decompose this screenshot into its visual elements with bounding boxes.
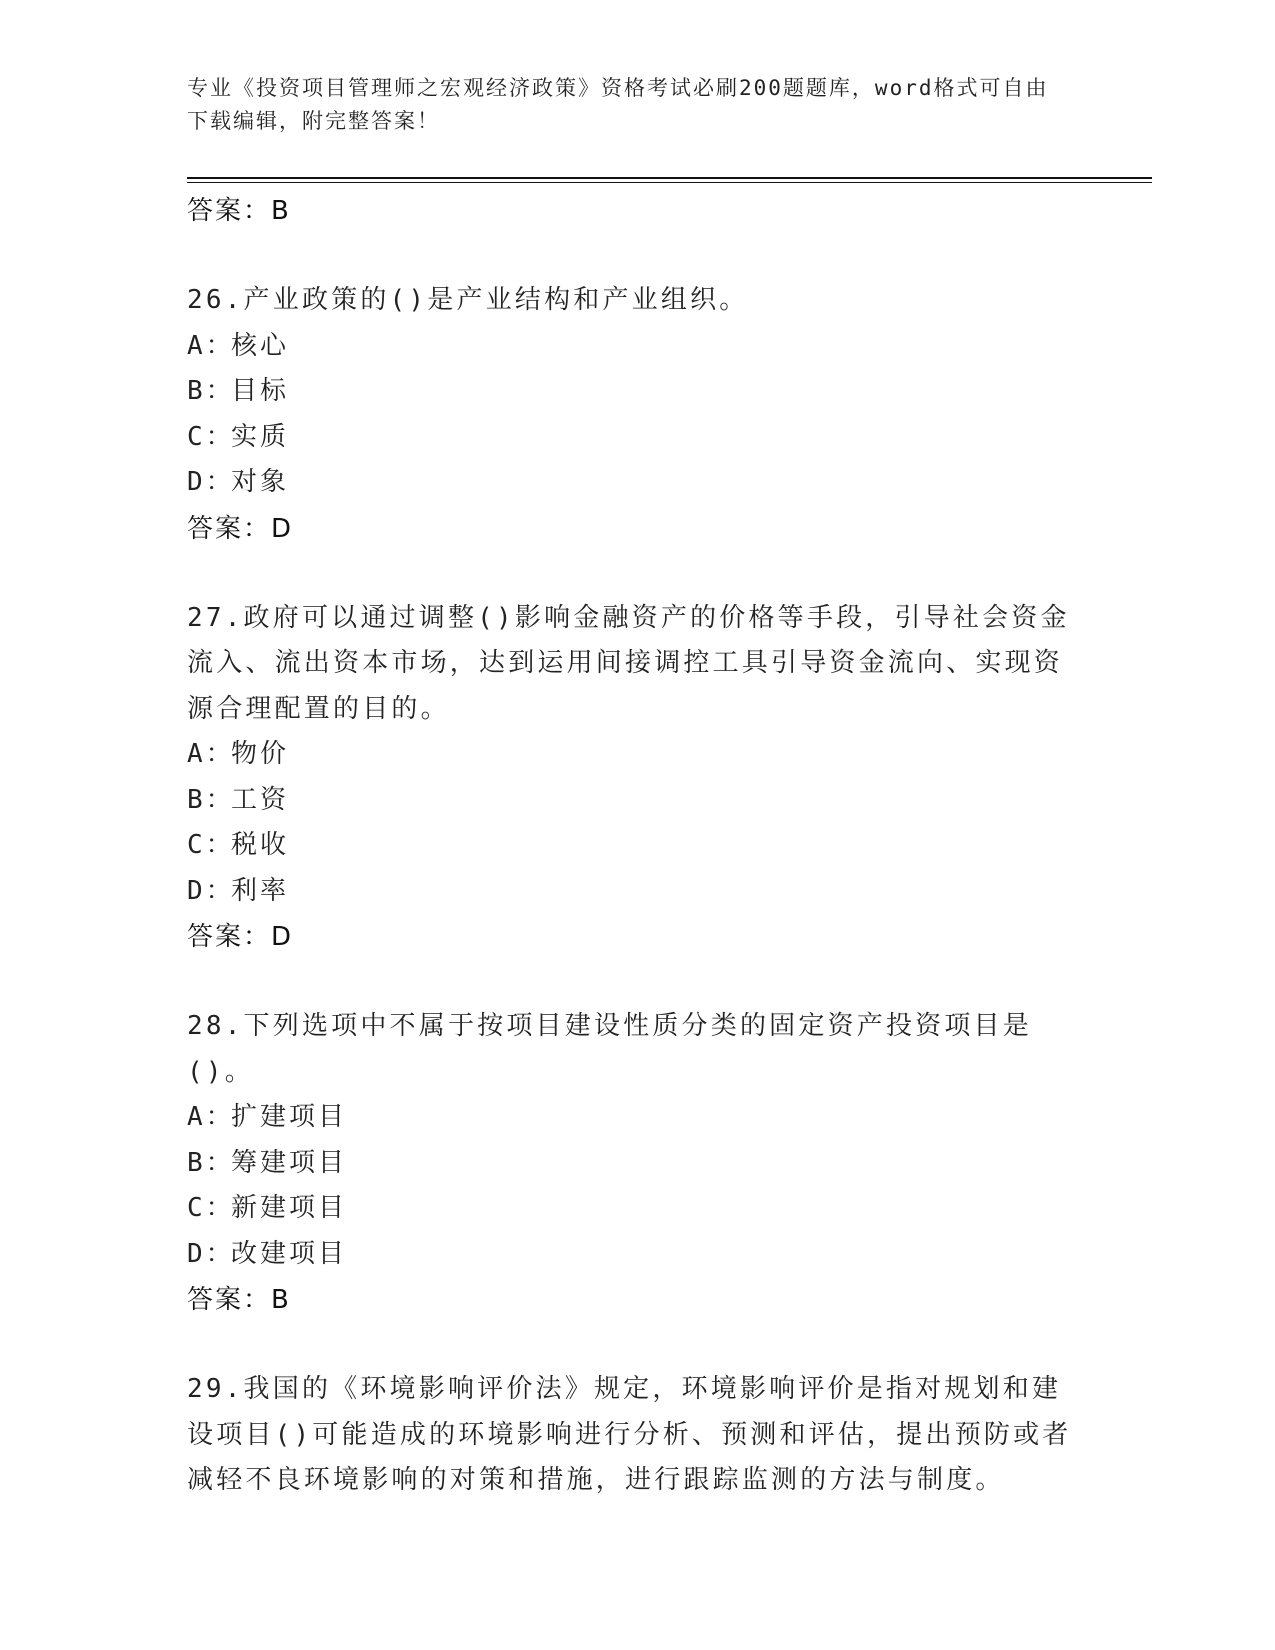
question-stem: 29.我国的《环境影响评价法》规定，环境影响评价是指对规划和建设项目()可能造成的环境影响进行分析、预测和评估，提出预防或者减轻不良环境影响的对策和措施，进行跟踪监测的方法与制度。	[187, 1374, 1072, 1495]
answer-value: D	[271, 513, 293, 544]
answer-value: B	[271, 196, 290, 226]
option-b	[187, 369, 1087, 415]
answer-line	[187, 506, 1087, 552]
option-key: C：	[187, 830, 235, 860]
answer-label: 答案：	[187, 922, 272, 952]
option-text: 对象	[231, 467, 290, 497]
question-stem: 27.政府可以通过调整()影响金融资产的价格等手段，引导社会资金流入、流出资本市场，达到运用间接调控工具引导资金流向、实现资源合理配置的目的。	[187, 602, 1070, 724]
option-key: A：	[187, 330, 235, 361]
question-block	[187, 596, 1087, 961]
option-b	[187, 778, 1087, 824]
option-key: D：	[187, 1238, 235, 1269]
option-d	[187, 869, 1087, 915]
option-text: 筹建项目	[231, 1147, 348, 1178]
question-block	[187, 1004, 1087, 1323]
option-text: 利率	[231, 875, 290, 906]
option-c	[187, 823, 1087, 869]
option-key: B：	[187, 376, 235, 406]
header-divider-thick	[187, 177, 1152, 179]
option-text: 工资	[231, 784, 290, 815]
option-d	[187, 1232, 1087, 1278]
option-key: C：	[187, 1193, 235, 1223]
option-c	[187, 415, 1087, 461]
answer-value: D	[271, 922, 293, 952]
option-a	[187, 324, 1087, 370]
answer-line	[187, 914, 1087, 960]
option-key: B：	[187, 1147, 235, 1178]
option-key: D：	[187, 467, 235, 497]
option-text: 实质	[231, 421, 290, 452]
option-a	[187, 732, 1087, 778]
header-divider-thin	[187, 182, 1152, 183]
option-text: 改建项目	[231, 1238, 348, 1269]
option-c	[187, 1186, 1087, 1232]
document-header: 专业《投资项目管理师之宏观经济政策》资格考试必刷200题题库，word格式可自由下载编辑，附完整答案！	[187, 76, 1049, 133]
option-key: C：	[187, 421, 235, 452]
question-block	[187, 1367, 1087, 1504]
answer-value: B	[271, 1285, 290, 1315]
question-stem: 28.下列选项中不属于按项目建设性质分类的固定资产投资项目是()。	[187, 1011, 1032, 1087]
option-text: 核心	[231, 330, 290, 361]
option-key: B：	[187, 784, 235, 815]
option-text: 目标	[231, 376, 290, 406]
answer-label: 答案：	[187, 1285, 272, 1315]
option-key: A：	[187, 1102, 235, 1132]
option-a	[187, 1095, 1087, 1141]
option-key: A：	[187, 739, 235, 769]
answer-line	[187, 188, 1087, 234]
option-text: 新建项目	[231, 1193, 348, 1223]
option-d	[187, 460, 1087, 506]
option-b	[187, 1141, 1087, 1187]
question-block	[187, 278, 1087, 552]
option-key: D：	[187, 875, 235, 906]
option-text: 物价	[231, 739, 290, 769]
question-stem: 26.产业政策的()是产业结构和产业组织。	[187, 285, 749, 315]
option-text: 税收	[231, 830, 290, 860]
answer-line	[187, 1277, 1087, 1323]
option-text: 扩建项目	[231, 1102, 348, 1132]
question-list	[187, 188, 1087, 1504]
answer-label: 答案：	[187, 196, 272, 226]
answer-label: 答案：	[187, 513, 272, 544]
